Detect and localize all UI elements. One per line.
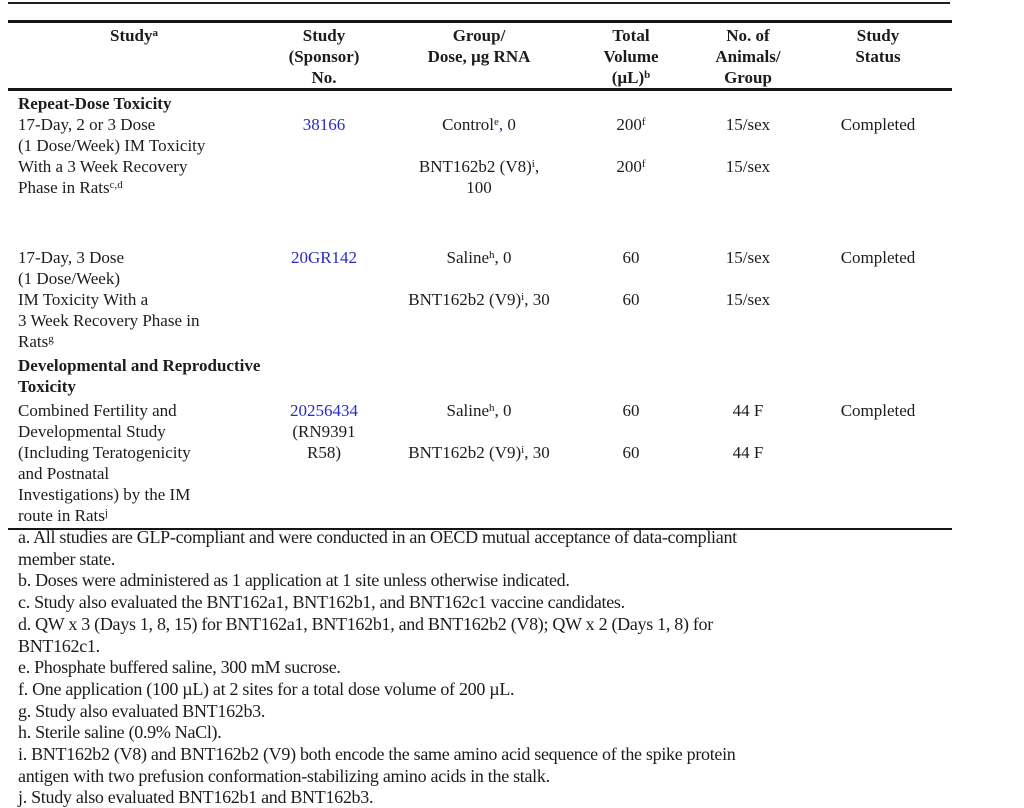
text-line: Total	[612, 26, 650, 45]
study-status-cell	[804, 114, 952, 198]
text-line: Group	[724, 68, 772, 87]
text-line: 17-Day, 3 Dose	[18, 248, 125, 267]
text-line: d. QW x 3 (Days 1, 8, 15) for BNT162a1, BNT162b1, and BNT162b2 (V8); QW x 2 (Days 1, 8) for	[18, 613, 713, 634]
text-line: Rats$^g$	[18, 332, 54, 351]
text-line	[692, 268, 804, 289]
top-divider-line	[8, 2, 950, 4]
study-number-link[interactable]: 20GR142	[290, 248, 358, 267]
group-dose-cell	[388, 247, 570, 352]
study-number-link[interactable]: 20256434	[290, 401, 358, 420]
text-line: No. of	[726, 26, 770, 45]
total-volume-cell	[570, 400, 692, 526]
text-line: BNT162b2 $(V8)^i$,	[418, 157, 540, 176]
study-row-38166	[8, 114, 952, 198]
text-line: $(\mu L)^b$	[611, 68, 651, 87]
study-number-link[interactable]: 38166	[302, 115, 346, 134]
total-volume-cell	[570, 114, 692, 198]
text-line	[570, 268, 692, 289]
text-line: 44 F	[732, 443, 764, 462]
study-status-cell	[804, 400, 952, 526]
text-line: Study$^a$	[109, 26, 159, 45]
text-line: Developmental and Reproductive	[18, 356, 261, 375]
text-line	[388, 135, 570, 156]
nonclinical-studies-table	[8, 20, 952, 530]
text-line: Control$^e$, 0	[442, 115, 516, 134]
column-header-study-sponsor-no	[260, 25, 388, 88]
text-line: 200$^f$	[616, 157, 646, 176]
text-line: antigen with two prefusion conformation-stabilizing amino acids in the stalk.	[18, 765, 550, 786]
text-line: i. BNT162b2 (V8) and BNT162b2 (V9) both encode the same amino acid sequence of the spike protein	[18, 744, 736, 765]
column-header-study	[8, 25, 260, 88]
text-line: 60	[622, 290, 640, 309]
text-line: Completed	[840, 115, 916, 134]
text-line: With a 3 Week Recovery	[18, 157, 188, 176]
text-line: BNT162c1.	[18, 635, 100, 656]
text-line	[388, 421, 570, 442]
text-line: R58)	[307, 443, 341, 462]
animals-per-group-cell	[692, 400, 804, 526]
text-line: IM Toxicity With a	[18, 290, 149, 309]
text-line: j. Study also evaluated BNT162b1 and BNT162b3.	[18, 787, 374, 808]
text-line: 60	[622, 401, 640, 420]
text-line: (Including Teratogenicity	[18, 443, 191, 462]
text-line: (Sponsor)	[288, 47, 360, 66]
text-line	[570, 421, 692, 442]
study-status-cell	[804, 247, 952, 352]
text-line: Saline$^h$, 0	[446, 401, 512, 420]
text-line: (1 Dose/Week) IM Toxicity	[18, 136, 206, 155]
text-line: 17-Day, 2 or 3 Dose	[18, 115, 156, 134]
column-header-study-status	[804, 25, 952, 88]
study-row-20GR142	[8, 247, 952, 352]
text-line: Developmental Study	[18, 422, 166, 441]
text-line: f. One application (100 µL) at 2 sites for a total dose volume of 200 µL.	[18, 678, 515, 699]
text-line	[260, 247, 388, 268]
text-line: Completed	[840, 248, 916, 267]
text-line: Animals/	[715, 47, 781, 66]
text-line: Combined Fertility and	[18, 401, 177, 420]
text-line: 60	[622, 248, 640, 267]
table-body	[8, 93, 952, 528]
text-line: 15/sex	[725, 157, 771, 176]
text-line: Group/	[452, 26, 506, 45]
section-heading-repeat-dose-toxicity	[8, 93, 952, 114]
column-header-group-dose	[388, 25, 570, 88]
study-number-link[interactable]: ,	[498, 115, 504, 134]
text-line: No.	[311, 68, 337, 87]
text-line: 44 F	[732, 401, 764, 420]
text-line	[692, 135, 804, 156]
text-line: 15/sex	[725, 248, 771, 267]
text-line: 15/sex	[725, 115, 771, 134]
text-line	[260, 114, 388, 135]
text-line: Toxicity	[18, 377, 76, 396]
column-header-animals-per-group	[692, 25, 804, 88]
study-row-20256434	[8, 400, 952, 526]
text-line: a. All studies are GLP-compliant and were conducted in an OECD mutual acceptance of data-compliant	[18, 527, 737, 547]
text-line: 3 Week Recovery Phase in	[18, 311, 200, 330]
text-line	[692, 421, 804, 442]
text-line: route in Rats$^j$	[18, 506, 108, 525]
text-line: e. Phosphate buffered saline, 300 mM sucrose.	[18, 657, 341, 678]
text-line: (1 Dose/Week)	[18, 269, 121, 288]
text-line: 60	[622, 443, 640, 462]
text-line: BNT162b2 $(V9)^i$, 30	[408, 443, 550, 462]
study-title-cell	[8, 400, 260, 526]
text-line: 15/sex	[725, 290, 771, 309]
table-header-row	[8, 23, 952, 91]
group-dose-cell	[388, 400, 570, 526]
text-line: 200$^f$	[616, 115, 646, 134]
group-dose-cell	[388, 114, 570, 198]
text-line	[388, 268, 570, 289]
study-number-cell[interactable]	[260, 114, 388, 198]
text-line: member state.	[18, 548, 116, 569]
text-line: Repeat-Dose Toxicity	[18, 94, 172, 113]
text-line: Saline$^h$, 0	[446, 248, 512, 267]
text-line: Dose, µg RNA	[427, 47, 531, 66]
text-line: h. Sterile saline (0.9% NaCl).	[18, 722, 222, 743]
text-line: b. Doses were administered as 1 application at 1 site unless otherwise indicated.	[18, 570, 570, 591]
text-line	[260, 400, 388, 421]
study-title-cell	[8, 247, 260, 352]
text-line: (RN9391	[292, 422, 356, 441]
study-number-cell[interactable]	[260, 400, 388, 526]
text-line: Study	[856, 26, 900, 45]
text-line: Volume	[603, 47, 659, 66]
study-title-cell	[8, 114, 260, 198]
total-volume-cell	[570, 247, 692, 352]
animals-per-group-cell	[692, 247, 804, 352]
text-line	[570, 135, 692, 156]
section-heading-developmental-reproductive-toxicity	[8, 355, 952, 397]
text-line: BNT162b2 $(V9)^i$, 30	[408, 290, 550, 309]
text-line: c. Study also evaluated the BNT162a1, BNT162b1, and BNT162c1 vaccine candidates.	[18, 592, 625, 613]
text-line: Investigations) by the IM	[18, 485, 191, 504]
text-line: and Postnatal	[18, 464, 110, 483]
column-header-total-volume	[570, 25, 692, 88]
text-line: Status	[855, 47, 901, 66]
text-line: Study	[302, 26, 346, 45]
table-footnotes	[8, 525, 968, 808]
text-line: 100	[466, 178, 492, 197]
text-line: Phase in Rats$^{c,d}$	[18, 178, 123, 197]
study-number-cell[interactable]	[260, 247, 388, 352]
text-line: Completed	[840, 401, 916, 420]
text-line: g. Study also evaluated BNT162b3.	[18, 700, 266, 721]
animals-per-group-cell	[692, 114, 804, 198]
